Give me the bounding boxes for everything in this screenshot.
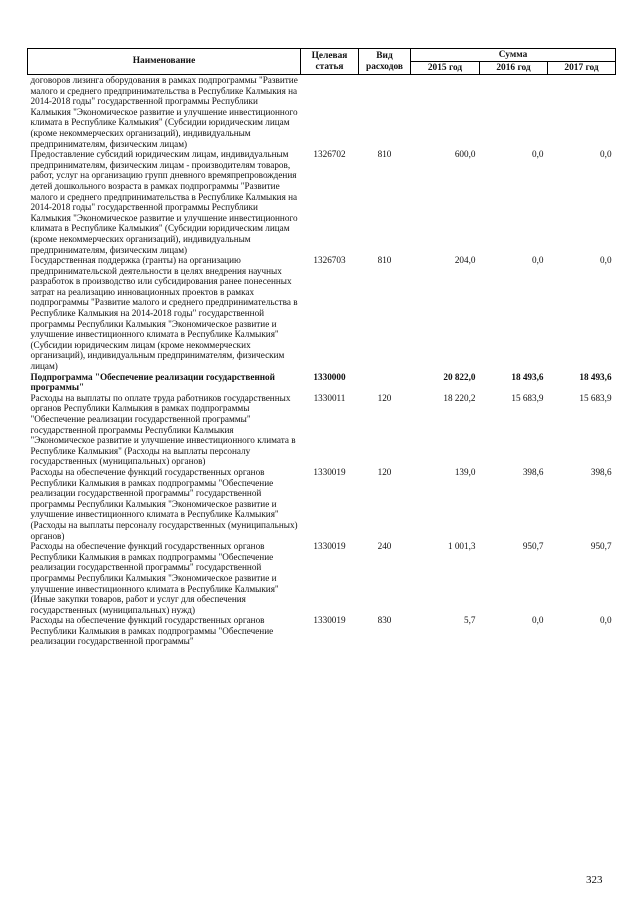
row-2017: 950,7 [590, 541, 612, 552]
table-body [28, 75, 616, 648]
row-2015: 139,0 [454, 466, 476, 477]
row-2016: 0,0 [532, 615, 544, 626]
row-kind [359, 75, 411, 150]
row-name: Расходы на обеспечение функций государственных органов Республики Калмыкия в рамках подпрограммы "Обеспечение реализации государственной программы" государственной программы Республики Калмыкия "Экономическое развитие и улучшение инвестиционного климата в Республике Калмыкия" (Расходы на выплаты персоналу государственных (муниципальных) органов) [30, 466, 298, 541]
row-2016: 950,7 [522, 541, 544, 552]
row-kind: 240 [377, 541, 392, 552]
row-name: Расходы на обеспечение функций государственных органов Республики Калмыкия в рамках подпрограммы "Обеспечение реализации государственной программы" государственной программы Республики Калмыкия "Экономическое развитие и улучшение инвестиционного климата в Республике Калмыкия" (Иные закупки товаров, работ и услуг для обеспечения государственных (муниципальных) нужд) [30, 541, 279, 615]
table-row [28, 615, 616, 647]
table-row [28, 255, 616, 372]
row-2015: 1 001,3 [447, 541, 476, 552]
header-kind: Вид расходов [359, 49, 411, 75]
row-2016: 398,6 [522, 466, 544, 477]
row-2017: 18 493,6 [579, 371, 612, 382]
row-kind: 830 [377, 615, 392, 626]
row-2015: 600,0 [454, 149, 476, 160]
row-name: Расходы на выплаты по оплате труда работников государственных органов Республики Калмыкия в рамках подпрограммы "Обеспечение реализации государственной программы" государственной программы Республики Калмыкия "Экономическое развитие и улучшение инвестиционного климата в Республике Калмыкия" (Расходы на выплаты персоналу государственных (муниципальных) органов) [30, 392, 296, 467]
row-2017: 398,6 [590, 466, 612, 477]
row-code: 1330000 [313, 371, 346, 382]
row-name: Государственная поддержка (гранты) на организацию предпринимательской деятельности в целях внедрения научных разработок в производство или субсидирования ранее понесенных затрат на реализацию инновационных проектов в рамках подпрограммы "Развитие малого и среднего предпринимательства в Республике Калмыкия на 2014-2018 годы" государственной программы Республики Калмыкия "Экономическое развитие и улучшение инвестиционного климата в Республике Калмыкия" (Субсидии юридическим лицам (кроме некоммерческих организаций), индивидуальным предпринимателям, физическим лицам) [30, 255, 298, 372]
header-code: Целевая статья [301, 49, 359, 75]
row-kind: 120 [377, 392, 392, 403]
table-row [28, 541, 616, 615]
table-row [28, 393, 616, 467]
row-code: 1330011 [313, 392, 346, 403]
row-kind: 810 [377, 255, 392, 266]
budget-table-page [27, 48, 615, 647]
row-2017: 0,0 [600, 149, 612, 160]
table-header [28, 49, 616, 75]
row-code: 1326703 [313, 255, 346, 266]
header-name: Наименование [28, 49, 301, 75]
row-2017: 15 683,9 [579, 392, 612, 403]
row-kind: 810 [377, 149, 392, 160]
row-2017: 0,0 [600, 615, 612, 626]
header-year-2015: 2015 год [411, 62, 480, 75]
budget-table [27, 48, 616, 647]
table-row [28, 75, 616, 150]
row-name: договоров лизинга оборудования в рамках подпрограммы "Развитие малого и среднего предпринимательства в Республике Калмыкия на 2014-2018 годы" государственной программы Республики Калмыкия "Экономическое развитие и улучшение инвестиционного климата в Республике Калмыкия" (Субсидии юридическим лицам (кроме некоммерческих организаций), индивидуальным предпринимателям, физическим лицам) [30, 75, 298, 149]
row-2015: 204,0 [454, 255, 476, 266]
row-code: 1326702 [313, 149, 346, 160]
row-name: Подпрограмма "Обеспечение реализации государственной программы" [30, 371, 275, 393]
header-year-2016: 2016 год [480, 62, 548, 75]
row-2015: 18 220,2 [443, 392, 476, 403]
table-row [28, 149, 616, 255]
row-2016: 18 493,6 [511, 371, 544, 382]
header-sum: Сумма [411, 49, 616, 62]
row-name: Расходы на обеспечение функций государственных органов Республики Калмыкия в рамках подпрограммы "Обеспечение реализации государственной программы" [30, 615, 274, 647]
row-2017 [548, 75, 616, 150]
row-kind: 120 [377, 466, 392, 477]
row-2015: 20 822,0 [443, 371, 476, 382]
header-year-2017: 2017 год [548, 62, 616, 75]
row-2016: 15 683,9 [511, 392, 544, 403]
row-name: Предоставление субсидий юридическим лицам, индивидуальным предпринимателям, физическим лицам - производителям товаров, работ, услуг на организацию групп дневного времяпрепровождения детей дошкольного возраста в рамках подпрограммы "Развитие малого и среднего предпринимательства в Республике Калмыкия на 2014-2018 годы" государственной программы Республики Калмыкия "Экономическое развитие и улучшение инвестиционного климата в Республике Калмыкия" (Субсидии юридическим лицам (кроме некоммерческих организаций), индивидуальным предпринимателям, физическим лицам) [30, 149, 298, 255]
row-2016: 0,0 [532, 149, 544, 160]
row-2015 [411, 75, 480, 150]
row-kind [359, 372, 411, 393]
table-row [28, 372, 616, 393]
row-code: 1330019 [313, 466, 346, 477]
row-code: 1330019 [313, 615, 346, 626]
row-code [301, 75, 359, 150]
row-2016 [480, 75, 548, 150]
row-2015: 5,7 [464, 615, 476, 626]
table-row [28, 467, 616, 541]
row-2017: 0,0 [600, 255, 612, 266]
page-number: 323 [586, 874, 603, 886]
row-code: 1330019 [313, 541, 346, 552]
row-2016: 0,0 [532, 255, 544, 266]
